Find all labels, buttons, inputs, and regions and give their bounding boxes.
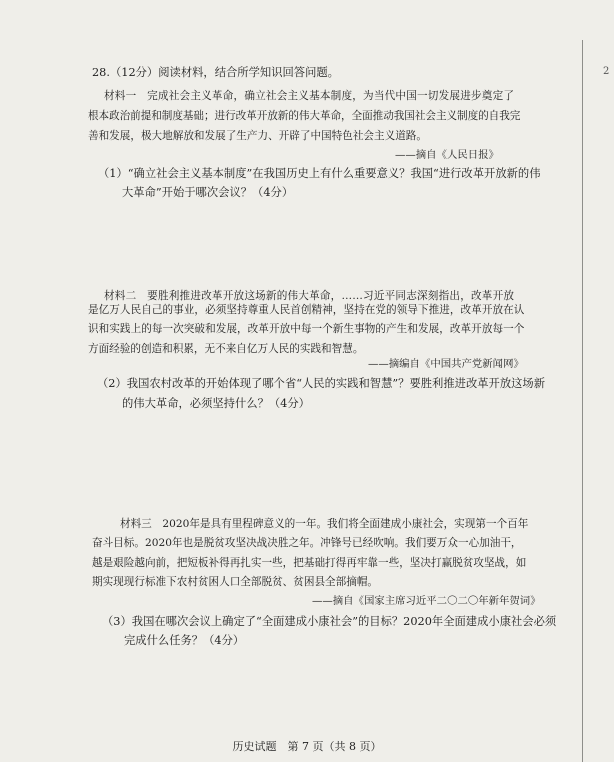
material-2-line: 识和实践上的每一次突破和发展，改革开放中每一个新生事物的产生和发展，改革开放每一个	[88, 323, 525, 335]
material-2-line: 材料二 要胜利推进改革开放这场新的伟大革命，……习近平同志深刻指出，改革开放	[104, 290, 515, 302]
material-3-source: ——摘自《国家主席习近平二〇二〇年新年贺词》	[312, 595, 541, 607]
material-1-line: 材料一 完成社会主义革命，确立社会主义基本制度，为当代中国一切发展进步奠定了	[104, 90, 515, 102]
material-2-line: 是亿万人民自己的事业，必须坚持尊重人民首创精神，坚持在党的领导下推进，改革开放在认	[88, 304, 525, 316]
page-fold-line	[582, 40, 583, 762]
material-2-line: 方面经验的创造和积累，无不来自亿万人民的实践和智慧。	[88, 343, 364, 355]
material-3-line: 期实现现行标准下农村贫困人口全部脱贫、贫困县全部摘帽。	[92, 576, 379, 588]
sub-question-1-line: （1）“确立社会主义基本制度”在我国历史上有什么重要意义？我国“进行改革开放新的伟	[98, 167, 541, 180]
sub-question-3-line: 完成什么任务？（4分）	[124, 634, 245, 647]
material-3-line: 材料三 2020年是具有里程碑意义的一年。我们将全面建成小康社会，实现第一个百年	[120, 518, 529, 530]
sub-question-1-line: 大革命”开始于哪次会议？（4分）	[122, 186, 294, 199]
material-2-source: ——摘编自《中国共产党新闻网》	[368, 358, 524, 370]
material-3-line: 奋斗目标。2020年也是脱贫攻坚决战决胜之年。冲锋号已经吹响。我们要万众一心加油干，	[92, 537, 522, 549]
sub-question-2-line: （2）我国农村改革的开始体现了哪个省“人民的实践和智慧”？要胜利推进改革开放这场新	[97, 377, 546, 390]
material-1-source: ——摘自《人民日报》	[395, 149, 499, 161]
sub-question-3-line: （3）我国在哪次会议上确定了“全面建成小康社会”的目标？2020年全面建成小康社会必须	[102, 615, 557, 628]
material-3-line: 越是艰险越向前，把短板补得再扎实一些，把基础打得再牢靠一些，坚决打赢脱贫攻坚战，如	[92, 557, 527, 569]
page-footer: 历史试题 第 7 页（共 8 页）	[232, 740, 382, 753]
edge-mark: 2	[603, 66, 610, 77]
material-1-line: 根本政治前提和制度基础；进行改革开放新的伟大革命，全面推动我国社会主义制度的自我完	[88, 110, 521, 122]
question-28-header: 28.（12分）阅读材料，结合所学知识回答问题。	[92, 66, 339, 79]
sub-question-2-line: 的伟大革命，必须坚持什么？（4分）	[122, 397, 310, 410]
material-1-line: 善和发展，极大地解放和发展了生产力、开辟了中国特色社会主义道路。	[88, 130, 427, 142]
